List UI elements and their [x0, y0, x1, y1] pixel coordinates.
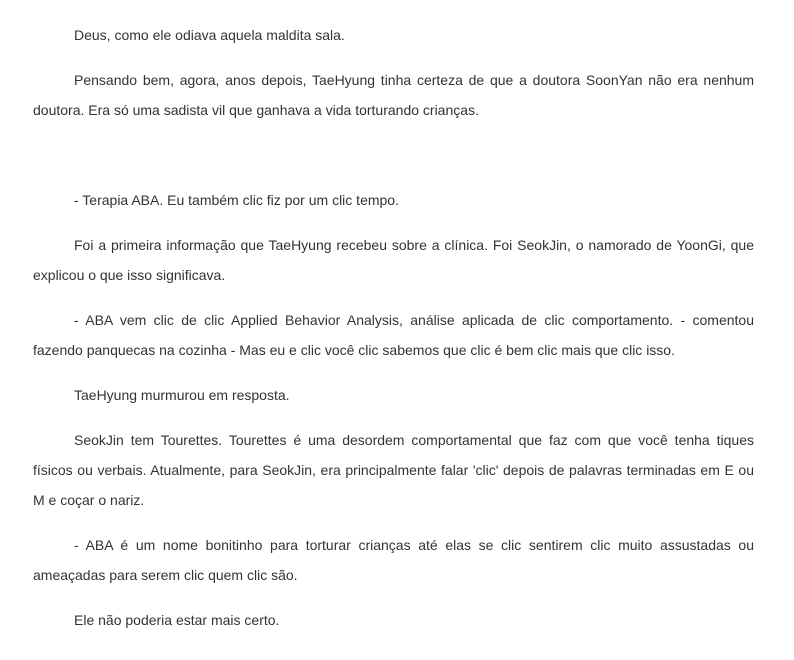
paragraph-7: SeokJin tem Tourettes. Tourettes é uma desordem comportamental que faz com que você tenha tiques físicos ou verbais. Atualmente, para SeokJin, era principalmente falar 'clic' depois de palavras terminadas em E ou M e coçar o nariz.	[33, 432, 754, 508]
paragraph-6: TaeHyung murmurou em resposta.	[74, 387, 290, 403]
paragraph-1: Deus, como ele odiava aquela maldita sala.	[74, 27, 345, 43]
paragraph-5: - ABA vem clic de clic Applied Behavior Analysis, análise aplicada de clic comportamento. - comentou fazendo panquecas na cozinha - Mas eu e clic você clic sabemos que clic é bem clic mais que clic isso.	[33, 312, 754, 358]
paragraph-3: - Terapia ABA. Eu também clic fiz por um clic tempo.	[74, 192, 399, 208]
story-text	[33, 20, 754, 650]
paragraph-2: Pensando bem, agora, anos depois, TaeHyung tinha certeza de que a doutora SoonYan não era nenhum doutora. Era só uma sadista vil que ganhava a vida torturando crianças.	[33, 72, 754, 118]
paragraph-4: Foi a primeira informação que TaeHyung recebeu sobre a clínica. Foi SeokJin, o namorado de YoonGi, que explicou o que isso significava.	[33, 237, 754, 283]
paragraph-9: Ele não poderia estar mais certo.	[74, 612, 280, 628]
paragraph-8: - ABA é um nome bonitinho para torturar crianças até elas se clic sentirem clic muito assustadas ou ameaçadas para serem clic quem clic são.	[33, 537, 754, 583]
